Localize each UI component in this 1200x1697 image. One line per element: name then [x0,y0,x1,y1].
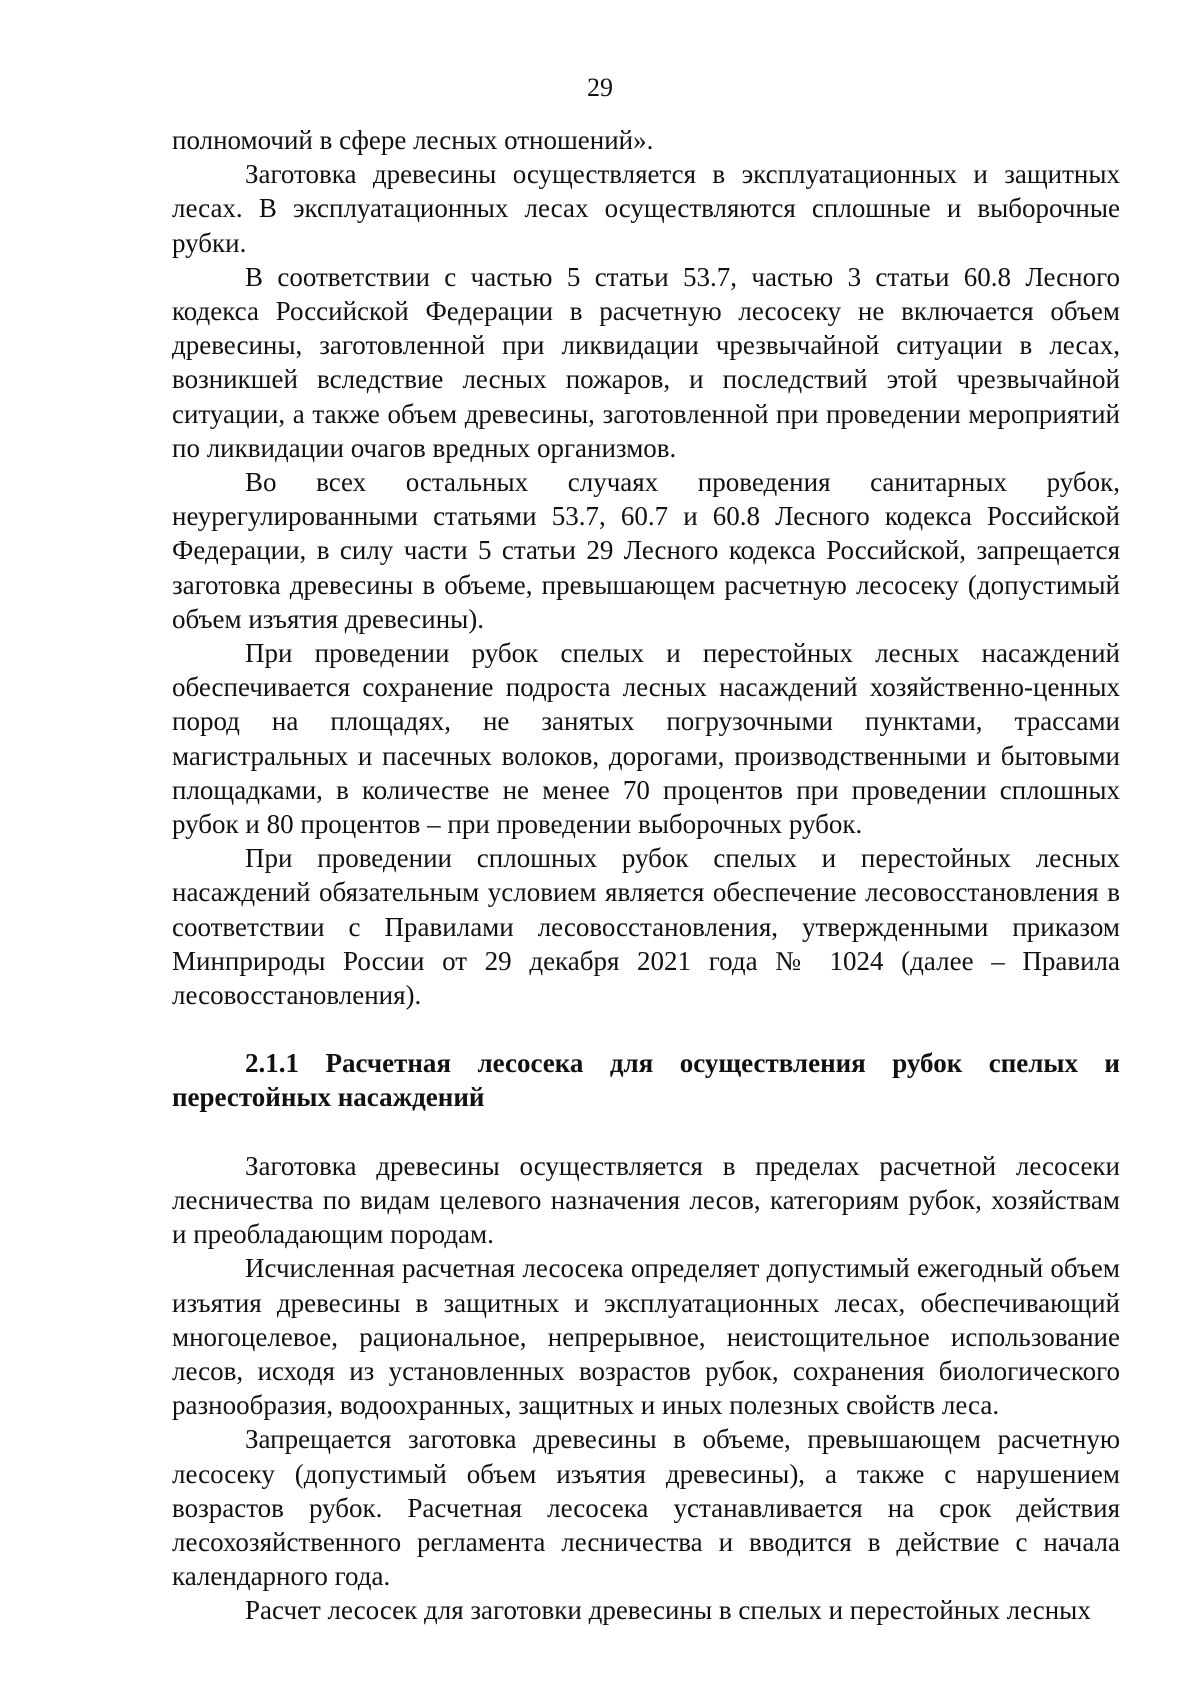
paragraph: При проведении сплошных рубок спелых и перестойных лесных насаждений обязательным условием является обеспечение лесовосстановления в соответствии с Правилами лесовосстановления, утвержденными приказом Минприроды России от 29 декабря 2021 года № 1024 (далее – Правила лесовосстановления). [172,843,1120,1011]
paragraph: Заготовка древесины осуществляется в эксплуатационных и защитных лесах. В эксплуатационных лесах осуществляются сплошные и выборочные рубки. [172,159,1120,258]
paragraph: Заготовка древесины осуществляется в пределах расчетной лесосеки лесничества по видам целевого назначения лесов, категориям рубок, хозяйствам и преобладающим породам. [172,1150,1120,1250]
paragraph: Исчисленная расчетная лесосека определяет допустимый ежегодный объем изъятия древесины в защитных и эксплуатационных лесах, обеспечивающий многоцелевое, рациональное, непрерывное, неистощительное использование лесов, исходя из установленных возрастов рубок, сохранения биологического разнообразия, водоохранных, защитных и иных полезных свойств леса. [172,1253,1120,1421]
paragraph: Расчет лесосек для заготовки древесины в спелых и перестойных лесных [245,1595,1091,1626]
document-body [172,123,1120,1628]
paragraph: В соответствии с частью 5 статьи 53.7, частью 3 статьи 60.8 Лесного кодекса Российской Федерации в расчетную лесосеку не включается объем древесины, заготовленной при ликвидации чрезвычайной ситуации в лесах, возникшей вследствие лесных пожаров, и последствий этой чрезвычайной ситуации, а также объем древесины, заготовленной при проведении мероприятий по ликвидации очагов вредных организмов. [172,261,1120,463]
paragraph: полномочий в сфере лесных отношений». [172,125,654,155]
section-heading: 2.1.1 Расчетная лесосека для осуществления рубок спелых и перестойных насаждений [172,1048,1120,1113]
paragraph: При проведении рубок спелых и перестойных лесных насаждений обеспечивается сохранение подроста лесных насаждений хозяйственно-ценных пород на площадях, не занятых погрузочными пунктами, трассами магистральных и пасечных волоков, дорогами, производственными и бытовыми площадками, в количестве не менее 70 процентов при проведении сплошных рубок и 80 процентов – при проведении выборочных рубок. [172,638,1120,840]
paragraph: Во всех остальных случаях проведения санитарных рубок, неурегулированными статьями 53.7, 60.7 и 60.8 Лесного кодекса Российской Федерации, в силу части 5 статьи 29 Лесного кодекса Российской, запрещается заготовка древесины в объеме, превышающем расчетную лесосеку (допустимый объем изъятия древесины). [172,467,1120,634]
page-number: 29 [587,73,613,102]
paragraph: Запрещается заготовка древесины в объеме, превышающем расчетную лесосеку (допустимый объем изъятия древесины), а также с нарушением возрастов рубок. Расчетная лесосека устанавливается на срок действия лесохозяйственного регламента лесничества и вводится в действие с начала календарного года. [172,1424,1120,1592]
